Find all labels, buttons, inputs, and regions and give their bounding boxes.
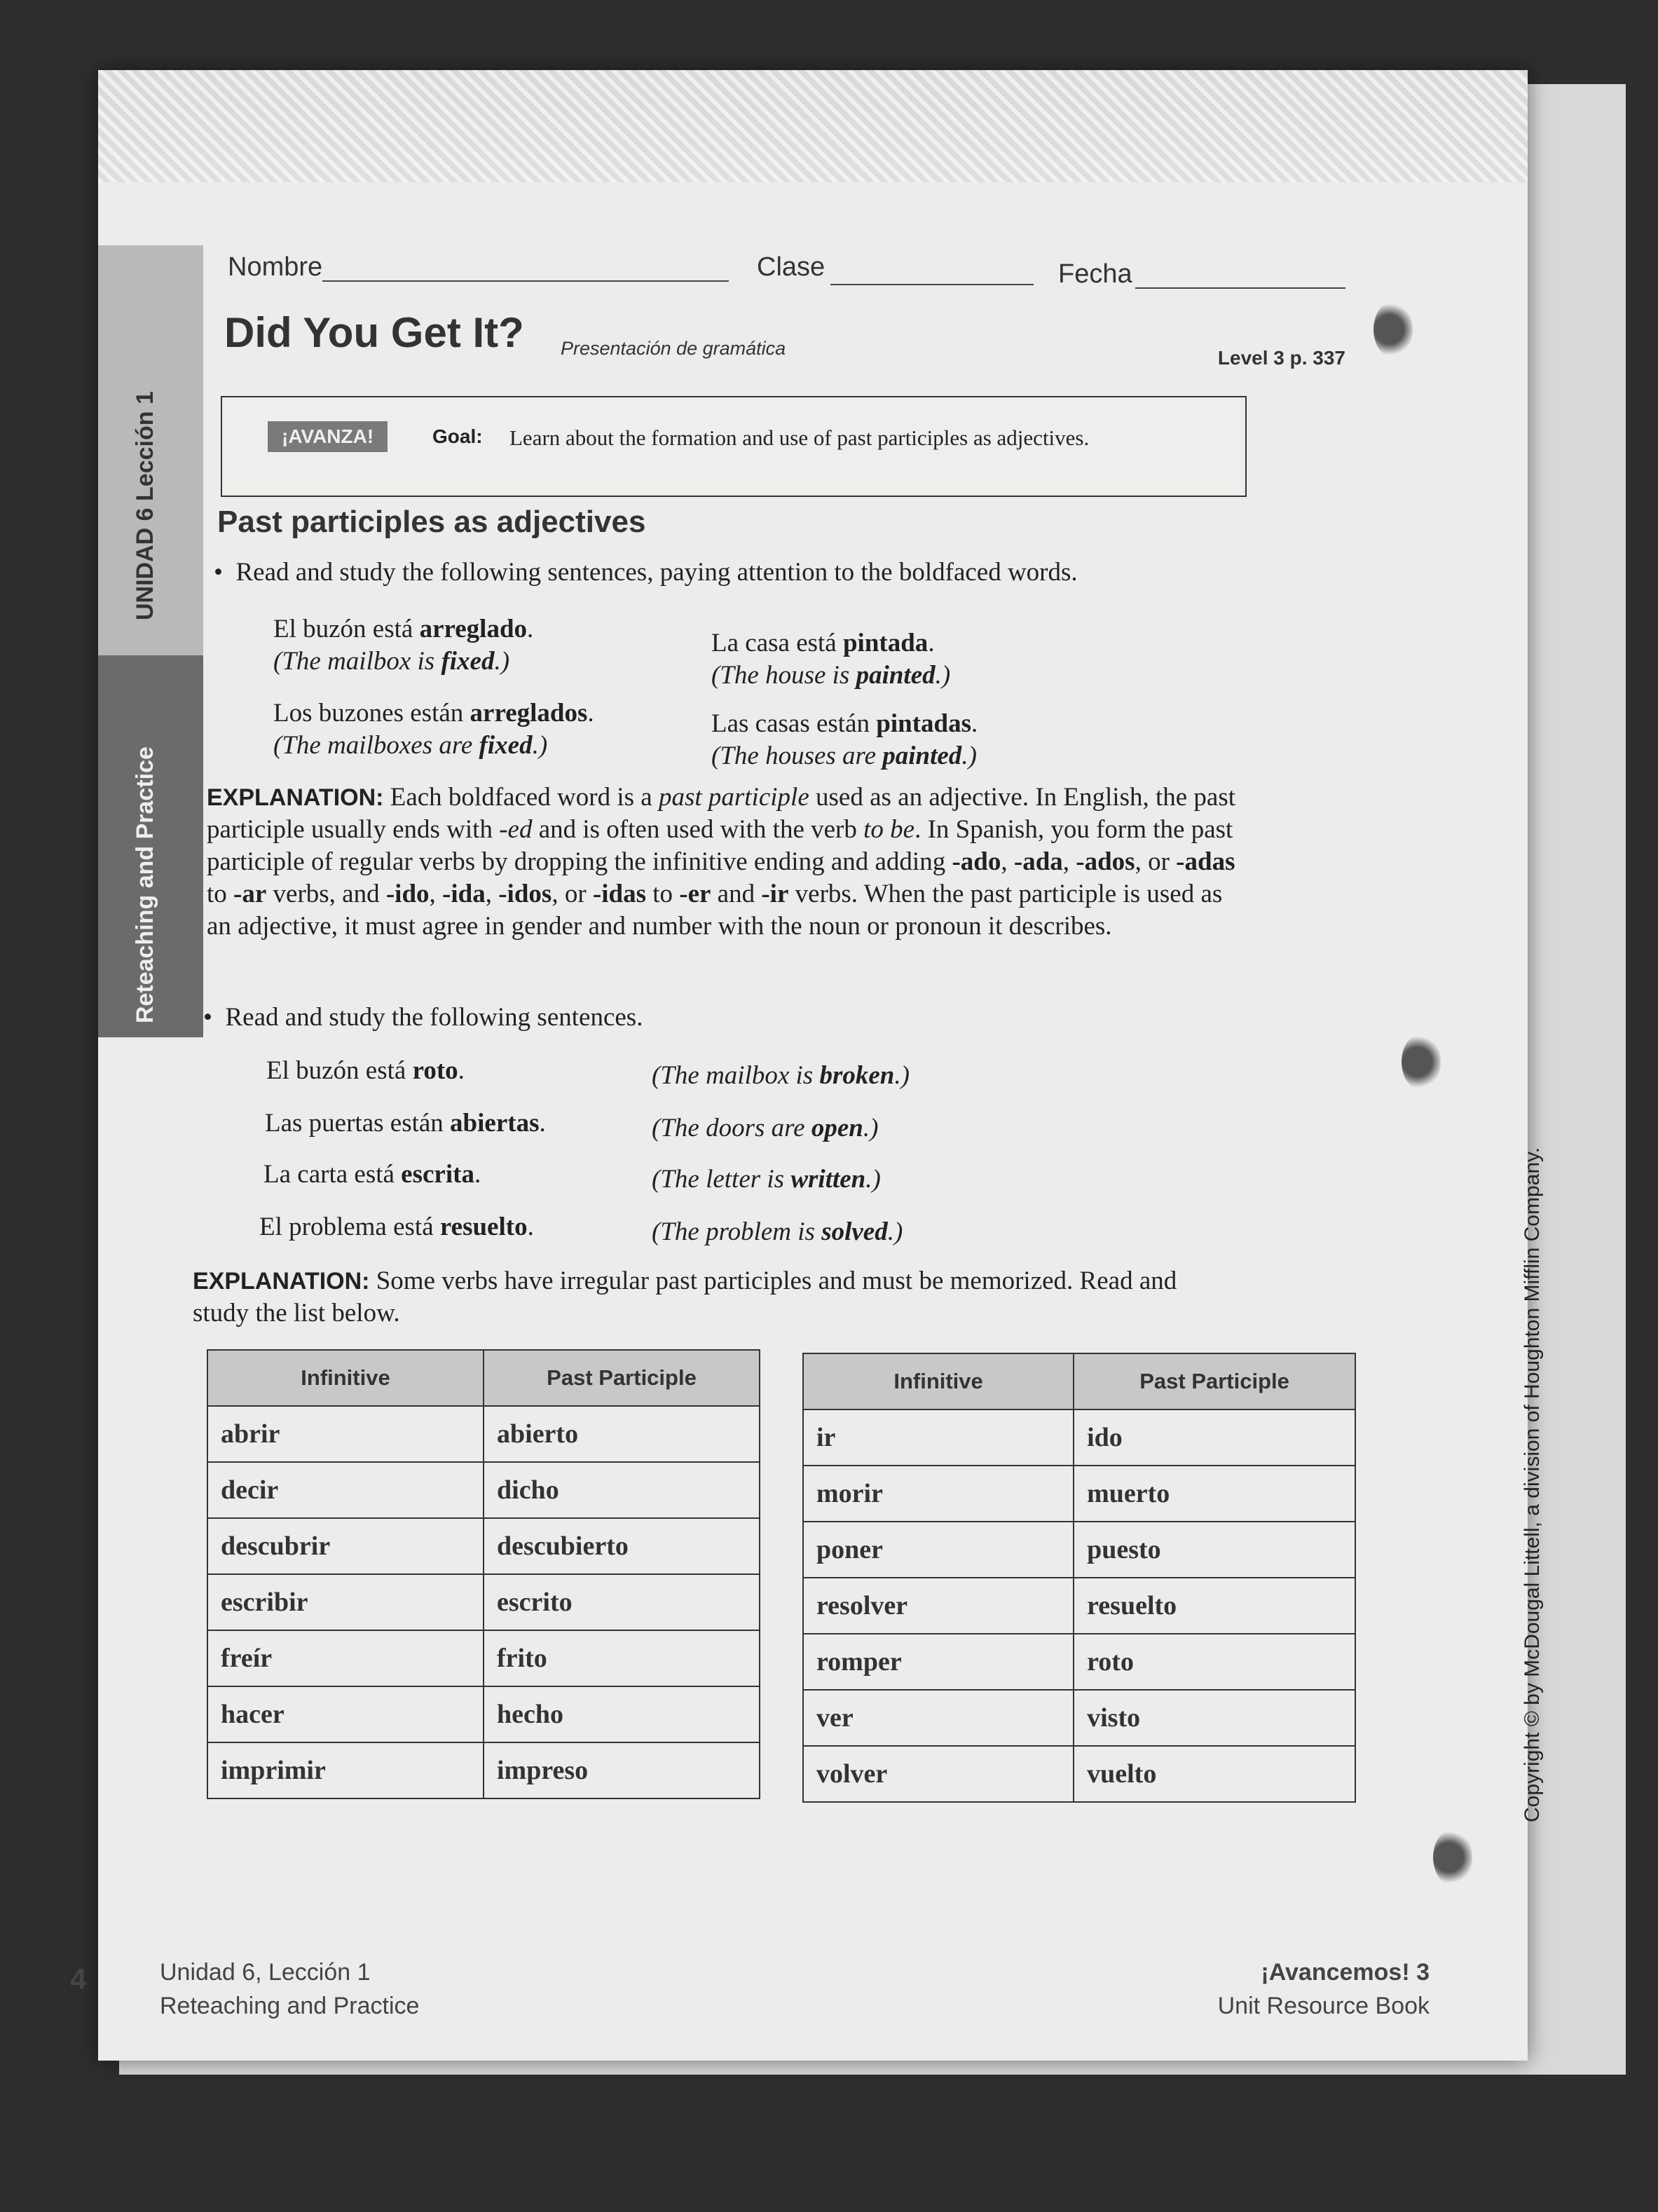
example-5-en: (The mailbox is broken.) (652, 1061, 910, 1090)
explanation-2: EXPLANATION: Some verbs have irregular past participles and must be memorized. Read and study the list below. (193, 1267, 1177, 1327)
table-row (207, 1462, 760, 1518)
goal-box (221, 396, 1247, 497)
table-row (803, 1634, 1355, 1690)
level-reference: Level 3 p. 337 (1217, 347, 1345, 369)
participle-cell: impreso (484, 1742, 760, 1798)
footer-book-subtitle: Unit Resource Book (1217, 1993, 1430, 2019)
nombre-line (322, 280, 729, 282)
header-past-participle: Past Participle (1074, 1353, 1355, 1409)
infinitive-cell: ir (803, 1409, 1074, 1466)
example-6-en: (The doors are open.) (652, 1114, 879, 1142)
example-5-es: El buzón está roto. (266, 1056, 465, 1085)
section-title: Past participles as adjectives (217, 505, 646, 539)
infinitive-cell: poner (803, 1522, 1074, 1578)
bullet-1: • Read and study the following sentences, paying attention to the boldfaced words. (214, 558, 1078, 587)
irregular-table-right (802, 1353, 1356, 1803)
table-row (803, 1578, 1355, 1634)
example-2: La casa está pintada. (The house is painted.) (711, 629, 951, 690)
fecha-line (1135, 287, 1345, 289)
header-infinitive: Infinitive (803, 1353, 1074, 1409)
irregular-table-left (207, 1349, 760, 1799)
participle-cell: vuelto (1074, 1746, 1355, 1802)
participle-cell: visto (1074, 1690, 1355, 1746)
table-row (803, 1466, 1355, 1522)
infinitive-cell: decir (207, 1462, 484, 1518)
infinitive-cell: ver (803, 1690, 1074, 1746)
participle-cell: muerto (1074, 1466, 1355, 1522)
participle-cell: resuelto (1074, 1578, 1355, 1634)
binder-hole (1373, 301, 1413, 357)
table-row (803, 1522, 1355, 1578)
footer-unit: Unidad 6, Lección 1 (160, 1959, 371, 1986)
participle-cell: escrito (484, 1574, 760, 1630)
example-7-en: (The letter is written.) (652, 1165, 881, 1194)
participle-cell: frito (484, 1630, 760, 1686)
goal-text: Learn about the formation and use of past participles as adjectives. (509, 425, 1090, 450)
header-infinitive: Infinitive (207, 1350, 484, 1406)
footer-right (1218, 1955, 1430, 2023)
table-row (803, 1409, 1355, 1466)
infinitive-cell: imprimir (207, 1742, 484, 1798)
example-4: Las casas están pintadas. (The houses are painted.) (711, 709, 978, 770)
binder-hole (1402, 1034, 1441, 1090)
side-tab-unit: UNIDAD 6 Lección 1 (132, 391, 158, 620)
infinitive-cell: abrir (207, 1406, 484, 1462)
infinitive-cell: morir (803, 1466, 1074, 1522)
fecha-label: Fecha (1058, 259, 1132, 289)
infinitive-cell: hacer (207, 1686, 484, 1742)
table-row (207, 1574, 760, 1630)
footer-book-title: ¡Avancemos! 3 (1261, 1959, 1430, 1986)
worksheet-page (70, 70, 1544, 2061)
example-8-es: El problema está resuelto. (259, 1213, 534, 1241)
table-row (803, 1746, 1355, 1802)
table-row (207, 1630, 760, 1686)
bullet-2: • Read and study the following sentences. (203, 1003, 643, 1032)
goal-label: Goal: (432, 425, 483, 447)
nombre-label: Nombre (228, 252, 323, 282)
page-number: 4 (70, 1962, 87, 1995)
header-past-participle: Past Participle (484, 1350, 760, 1406)
copyright-notice: Copyright © by McDougal Littell, a division of Houghton Mifflin Company. (1521, 1147, 1544, 1822)
clase-label: Clase (757, 252, 825, 282)
table-row (207, 1686, 760, 1742)
table-row (207, 1406, 760, 1462)
table-row (207, 1742, 760, 1798)
example-3: Los buzones están arreglados. (The mailboxes are fixed.) (273, 699, 594, 760)
side-tab (98, 245, 203, 1037)
participle-cell: dicho (484, 1462, 760, 1518)
participle-cell: abierto (484, 1406, 760, 1462)
infinitive-cell: escribir (207, 1574, 484, 1630)
infinitive-cell: resolver (803, 1578, 1074, 1634)
participle-cell: roto (1074, 1634, 1355, 1690)
decorative-border (98, 70, 1528, 182)
avanza-badge: ¡AVANZA! (268, 421, 388, 452)
page-title: Did You Get It? (224, 309, 524, 356)
binder-hole (1433, 1829, 1472, 1885)
example-1: El buzón está arreglado. (The mailbox is fixed.) (273, 615, 534, 676)
participle-cell: hecho (484, 1686, 760, 1742)
explanation-1: EXPLANATION: Each boldfaced word is a past participle used as an adjective. In English, the past participle usually ends with -ed and is often used with the verb to be. In Spanish, you form the past participle of regular verbs by dropping the infinitive ending and adding -ado, -ada, -ados, or -adas to -ar verbs, and -ido, -ida, -idos, or -idas to -er and -ir verbs. When the past participle is used as an adjective, it must agree in gender and number with the noun or pronoun it describes. (207, 783, 1236, 941)
side-tab-section: Reteaching and Practice (132, 746, 158, 1023)
participle-cell: descubierto (484, 1518, 760, 1574)
infinitive-cell: romper (803, 1634, 1074, 1690)
infinitive-cell: descubrir (207, 1518, 484, 1574)
infinitive-cell: volver (803, 1746, 1074, 1802)
example-8-en: (The problem is solved.) (652, 1217, 903, 1246)
footer-left (160, 1955, 419, 2023)
page-subtitle: Presentación de gramática (561, 338, 786, 359)
table-row (803, 1690, 1355, 1746)
clase-line (830, 284, 1034, 285)
participle-cell: ido (1074, 1409, 1355, 1466)
example-6-es: Las puertas están abiertas. (265, 1109, 546, 1138)
infinitive-cell: freír (207, 1630, 484, 1686)
example-7-es: La carta está escrita. (263, 1160, 481, 1189)
table-row (207, 1518, 760, 1574)
participle-cell: puesto (1074, 1522, 1355, 1578)
footer-section: Reteaching and Practice (160, 1993, 420, 2019)
